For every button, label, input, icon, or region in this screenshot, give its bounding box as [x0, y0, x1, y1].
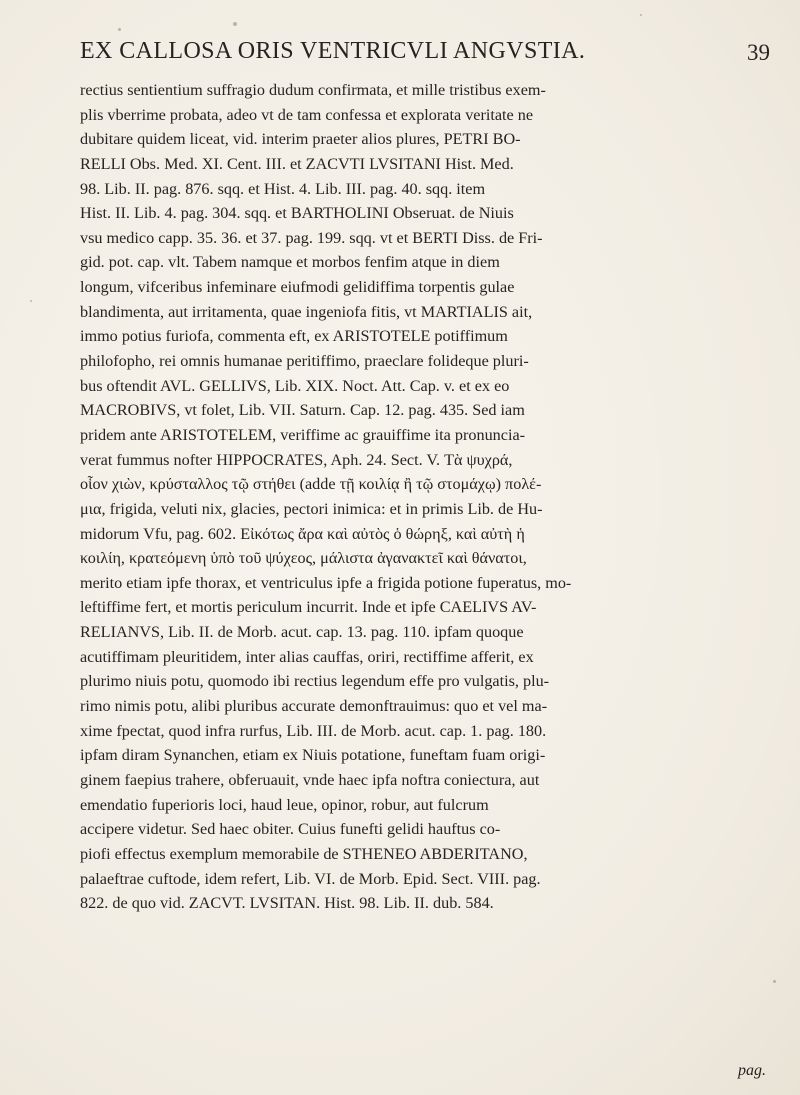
text-line: ipfam diram Synanchen, etiam ex Niuis potatione, funeftam fuam origi- — [80, 746, 546, 765]
page-number: 39 — [747, 40, 770, 65]
text-line: gid. pot. cap. vlt. Tabem namque et morbos fenfim atque in diem — [80, 253, 500, 272]
text-line: longum, vifceribus infeminare eiufmodi gelidiffima torpentis gulae — [80, 278, 515, 297]
text-line: rectius sentientium suffragio dudum confirmata, et mille tristibus exem- — [80, 81, 546, 99]
text-line: RELIANVS, Lib. II. de Morb. acut. cap. 13. pag. 110. ipfam quoque — [80, 623, 524, 642]
text-line: ginem faepius trahere, obferuauit, vnde haec ipfa noftra coniectura, aut — [80, 770, 540, 789]
text-line: emendatio fuperioris loci, haud leue, opinor, robur, aut fulcrum — [80, 795, 489, 814]
text-line: dubitare quidem liceat, vid. interim praeter alios plures, PETRI BO- — [80, 130, 521, 149]
text-line: 98. Lib. II. pag. 876. sqq. et Hist. 4. Lib. III. pag. 40. sqq. item — [80, 179, 486, 198]
text-line: Hist. II. Lib. 4. pag. 304. sqq. et BARTHOLINI Obseruat. de Niuis — [80, 204, 514, 223]
text-line: accipere videtur. Sed haec obiter. Cuius funefti gelidi hauftus co- — [80, 820, 501, 839]
text-line: 822. de quo vid. ZACVT. LVSITAN. Hist. 98. Lib. II. dub. 584. — [80, 894, 494, 913]
text-line: μια, frigida, veluti nix, glacies, pectori inimica: et in primis Lib. de Hu- — [80, 499, 543, 518]
text-line: midorum Vfu, pag. 602. Εἰκότως ἄρα καὶ αὐτὸς ὁ θώρηξ, καὶ αὐτὴ ἡ — [80, 524, 525, 543]
running-title: EX CALLOSA ORIS VENTRICVLI ANGVSTIA. — [80, 38, 586, 64]
text-line: οἷον χιὼν, κρύσταλλος τῷ στήθει (adde τῇ κοιλίᾳ ἢ τῷ στομάχῳ) πολέ- — [80, 475, 542, 494]
text-line: acutiffimam pleuritidem, inter alias cauffas, oriri, rectiffime afferit, ex — [80, 647, 534, 666]
text-line: leftiffime fert, et mortis periculum incurrit. Inde et ipfe CAELIVS AV- — [80, 598, 537, 617]
body-text — [80, 78, 780, 916]
text-line: piofi effectus exemplum memorabile de STHENEO ABDERITANO, — [80, 844, 528, 863]
text-line: merito etiam ipfe thorax, et ventriculus ipfe a frigida potione fuperatus, mo- — [80, 573, 572, 592]
text-line: RELLI Obs. Med. XI. Cent. III. et ZACVTI LVSITANI Hist. Med. — [80, 154, 514, 173]
text-line: immo potius furiofa, commenta eft, ex ARISTOTELE potiffimum — [80, 327, 508, 346]
text-line: blandimenta, aut irritamenta, quae ingeniofa fitis, vt MARTIALIS ait, — [80, 302, 533, 321]
catchword: pag. — [738, 1062, 766, 1079]
text-line: bus oftendit AVL. GELLIVS, Lib. XIX. Noct. Att. Cap. v. et ex eo — [80, 376, 510, 395]
text-line: vsu medico capp. 35. 36. et 37. pag. 199. sqq. vt et BERTI Diss. de Fri- — [80, 228, 543, 247]
text-line: MACROBIVS, vt folet, Lib. VII. Saturn. Cap. 12. pag. 435. Sed iam — [80, 401, 525, 420]
running-header — [80, 38, 770, 70]
text-line: plurimo niuis potu, quomodo ibi rectius legendum effe pro vulgatis, plu- — [80, 672, 550, 691]
text-line: palaeftrae cuftode, idem refert, Lib. VI. de Morb. Epid. Sect. VIII. pag. — [80, 869, 541, 888]
text-line: philofopho, rei omnis humanae peritiffimo, praeclare folideque pluri- — [80, 352, 529, 371]
text-line: rimo nimis potu, alibi pluribus accurate demonftrauimus: quo et vel ma- — [80, 697, 548, 716]
text-line: xime fpectat, quod infra rurfus, Lib. III. de Morb. acut. cap. 1. pag. 180. — [80, 721, 547, 740]
text-line: plis vberrime probata, adeo vt de tam confessa et explorata veritate ne — [80, 105, 534, 124]
text-line: pridem ante ARISTOTELEM, veriffime ac grauiffime ita pronuncia- — [80, 425, 526, 444]
text-line: κοιλίη, κρατεόμενη ὑπὸ τοῦ ψύχεος, μάλιστα ἀγανακτεῖ καὶ θάνατοι, — [80, 549, 527, 568]
text-line: verat fummus nofter HIPPOCRATES, Aph. 24. Sect. V. Τὰ ψυχρά, — [80, 450, 513, 469]
